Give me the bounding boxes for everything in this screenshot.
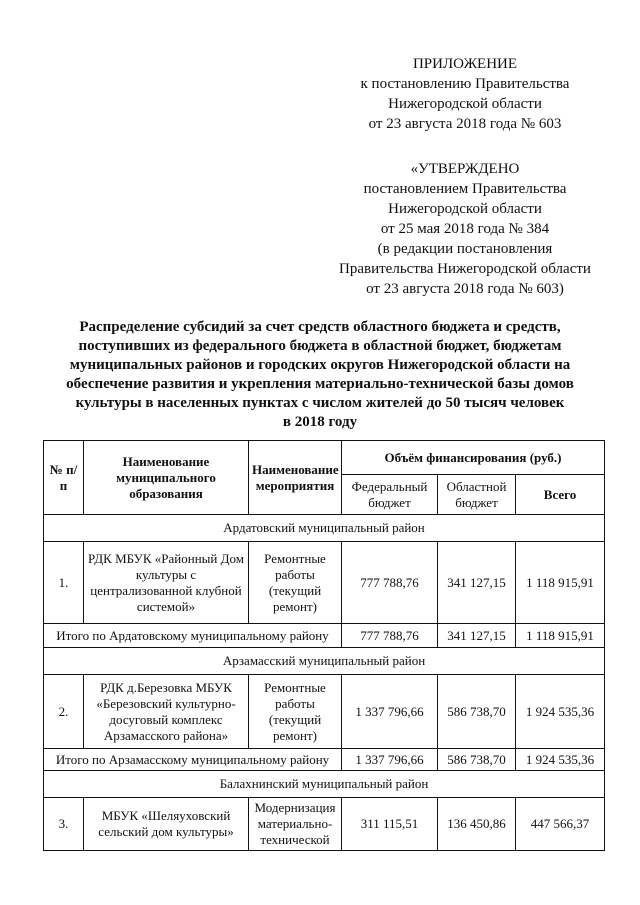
- row-regional: 341 127,15: [438, 542, 516, 624]
- row-federal: 777 788,76: [342, 542, 438, 624]
- subtotal-federal: 777 788,76: [342, 624, 438, 648]
- row-entity: РДК д.Березовка МБУК «Березовский культурно-досуговый комплекс Арзамасского района»: [84, 675, 249, 749]
- title-line: Распределение субсидий за счет средств областного бюджета и средств,: [79, 319, 561, 335]
- approved-line: «УТВЕРЖДЕНО: [410, 161, 520, 177]
- row-num: 3.: [44, 798, 84, 851]
- subtotal-row: [44, 749, 605, 771]
- header-regional: Областной бюджет: [438, 475, 516, 515]
- row-num: 1.: [44, 542, 84, 624]
- appendix-line: к постановлению Правительства: [360, 76, 570, 92]
- appendix-line: от 23 августа 2018 года № 603: [368, 116, 562, 132]
- subsidy-table: [43, 440, 605, 851]
- row-activity: Ремонтные работы (текущий ремонт): [249, 542, 342, 624]
- appendix-line: ПРИЛОЖЕНИЕ: [412, 56, 518, 72]
- subtotal-row: [44, 624, 605, 648]
- row-activity: Ремонтные работы (текущий ремонт): [249, 675, 342, 749]
- district-name: Ардатовский муниципальный район: [44, 515, 605, 542]
- row-entity: РДК МБУК «Районный Дом культуры с централизованной клубной системой»: [84, 542, 249, 624]
- table-row: [44, 798, 605, 851]
- subtotal-regional: 586 738,70: [438, 749, 516, 771]
- header-funding: Объём финансирования (руб.): [342, 441, 605, 475]
- header-activity: Наименование мероприятия: [249, 441, 342, 515]
- row-regional: 136 450,86: [438, 798, 516, 851]
- row-total: 1 118 915,91: [516, 542, 605, 624]
- approved-line: постановлением Правительства: [363, 181, 567, 197]
- title-line: муниципальных районов и городских округов Нижегородской области на: [69, 357, 571, 373]
- header-entity: Наименование муниципального образования: [84, 441, 249, 515]
- row-regional: 586 738,70: [438, 675, 516, 749]
- district-name: Арзамасский муниципальный район: [44, 648, 605, 675]
- table-row: [44, 542, 605, 624]
- subtotal-regional: 341 127,15: [438, 624, 516, 648]
- header-total: Всего: [516, 475, 605, 515]
- approved-stamp-block: [330, 159, 600, 299]
- approved-line: Нижегородской области: [388, 201, 542, 217]
- row-federal: 311 115,51: [342, 798, 438, 851]
- district-row: [44, 771, 605, 798]
- row-activity: Модернизация материально-технической: [249, 798, 342, 851]
- title-line: в 2018 году: [282, 414, 358, 430]
- table-row: [44, 675, 605, 749]
- row-federal: 1 337 796,66: [342, 675, 438, 749]
- row-total: 1 924 535,36: [516, 675, 605, 749]
- document-title: [60, 318, 580, 432]
- subtotal-total: 1 924 535,36: [516, 749, 605, 771]
- appendix-header: [330, 54, 600, 134]
- title-line: обеспечение развития и укрепления материально-технической базы домов: [66, 376, 574, 392]
- title-line: культуры в населенных пунктах с числом жителей до 50 тысяч человек: [75, 395, 565, 411]
- district-row: [44, 515, 605, 542]
- row-total: 447 566,37: [516, 798, 605, 851]
- subtotal-label: Итого по Ардатовскому муниципальному району: [44, 624, 342, 648]
- header-federal: Федеральный бюджет: [342, 475, 438, 515]
- approved-line: от 25 мая 2018 года № 384: [380, 221, 550, 237]
- subtotal-label: Итого по Арзамасскому муниципальному району: [44, 749, 342, 771]
- row-entity: МБУК «Шеляуховский сельский дом культуры»: [84, 798, 249, 851]
- subtotal-federal: 1 337 796,66: [342, 749, 438, 771]
- header-num: № п/п: [44, 441, 84, 515]
- approved-line: (в редакции постановления: [377, 241, 553, 257]
- approved-line: Правительства Нижегородской области: [339, 261, 591, 277]
- appendix-line: Нижегородской области: [388, 96, 542, 112]
- district-row: [44, 648, 605, 675]
- approved-line: от 23 августа 2018 года № 603): [366, 281, 564, 297]
- district-name: Балахнинский муниципальный район: [44, 771, 605, 798]
- subtotal-total: 1 118 915,91: [516, 624, 605, 648]
- row-num: 2.: [44, 675, 84, 749]
- title-line: поступивших из федерального бюджета в областной бюджет, бюджетам: [78, 338, 562, 354]
